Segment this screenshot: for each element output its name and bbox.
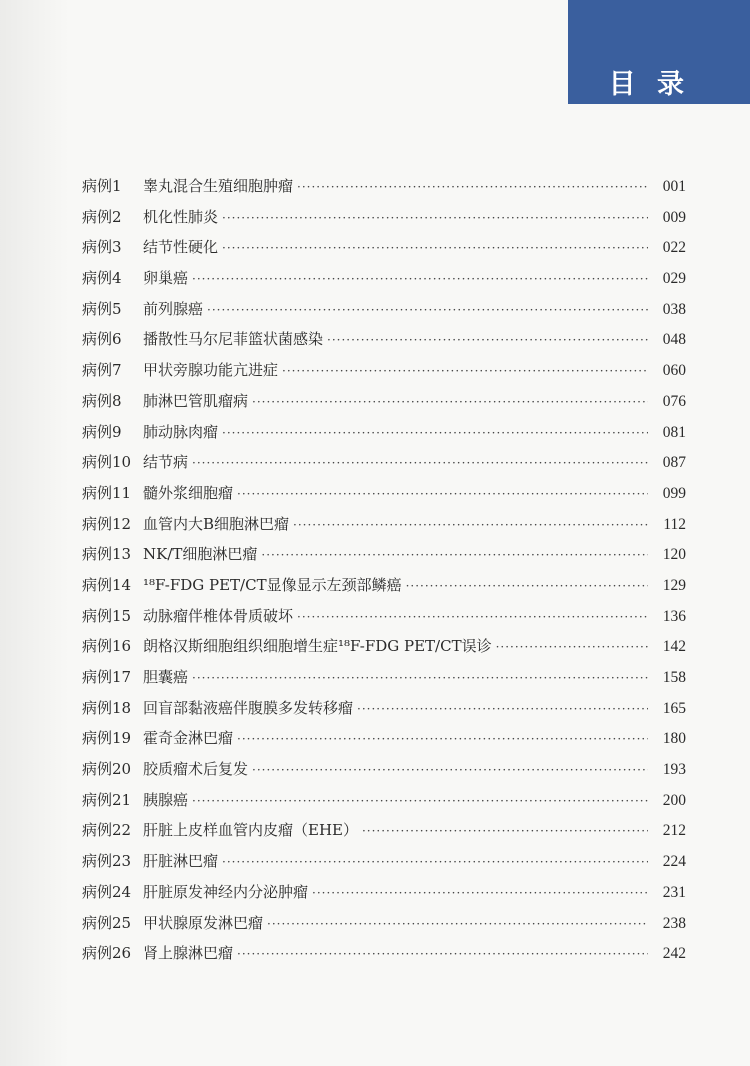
dot-leader	[222, 241, 648, 255]
dot-leader	[222, 426, 648, 440]
case-number: 病例3	[82, 238, 122, 257]
case-title: 胰腺癌	[143, 790, 189, 809]
case-number: 病例14	[82, 575, 132, 594]
case-title: 胆囊癌	[143, 668, 189, 686]
dot-leader	[327, 333, 648, 347]
dot-leader	[297, 610, 648, 624]
page-number: 112	[663, 515, 686, 533]
page-number: 180	[662, 730, 686, 748]
page-number: 165	[662, 699, 686, 717]
case-title: 髓外浆细胞瘤	[143, 483, 234, 502]
toc-entry[interactable]	[82, 328, 686, 359]
page-number: 129	[662, 576, 686, 594]
page-number: 099	[662, 484, 686, 502]
case-title: 肺淋巴管肌瘤病	[143, 391, 249, 410]
case-number: 病例20	[82, 760, 132, 779]
dot-leader	[252, 395, 648, 409]
page-number: 120	[662, 546, 686, 564]
page-number: 087	[662, 454, 686, 472]
dot-leader	[192, 272, 648, 286]
page-number: 001	[662, 178, 686, 195]
case-number: 病例6	[82, 330, 122, 349]
case-title: 肝脏淋巴瘤	[143, 852, 219, 871]
case-title: 回盲部黏液癌伴腹膜多发转移瘤	[143, 698, 354, 717]
toc-entry[interactable]	[82, 635, 686, 666]
dot-leader	[297, 180, 648, 194]
case-title: 卵巢癌	[143, 269, 189, 288]
toc-entry[interactable]	[82, 206, 686, 237]
case-title: 肝脏上皮样血管内皮瘤（EHE）	[143, 821, 358, 840]
case-number: 病例17	[82, 668, 132, 686]
case-number: 病例10	[82, 453, 132, 472]
case-number: 病例25	[82, 913, 132, 932]
page-number: 224	[662, 853, 686, 871]
page-number: 060	[662, 362, 686, 380]
case-number: 病例18	[82, 698, 132, 717]
toc-entry[interactable]	[82, 421, 686, 452]
dot-leader	[406, 579, 648, 593]
dot-leader	[237, 487, 648, 501]
case-title: 血管内大B细胞淋巴瘤	[143, 514, 290, 533]
case-number: 病例7	[82, 361, 122, 380]
toc-entry[interactable]	[82, 451, 686, 482]
case-number: 病例8	[82, 391, 122, 410]
page-number: 009	[662, 208, 686, 226]
case-title: 肝脏原发神经内分泌肿瘤	[143, 882, 309, 901]
dot-leader	[293, 518, 648, 532]
toc-entry[interactable]	[82, 605, 686, 636]
page-title: 目 录	[608, 69, 690, 100]
case-title: 甲状旁腺功能亢进症	[143, 361, 279, 380]
case-title: 结节病	[143, 453, 189, 472]
toc-entry[interactable]	[82, 513, 686, 544]
case-number: 病例9	[82, 422, 122, 441]
case-title: 甲状腺原发淋巴瘤	[143, 913, 264, 932]
page-number: 029	[662, 270, 686, 288]
case-title: 播散性马尔尼菲篮状菌感染	[143, 330, 324, 349]
case-number: 病例1	[82, 177, 122, 195]
dot-leader	[267, 917, 648, 931]
page-number: 200	[662, 791, 686, 809]
case-title: 霍奇金淋巴瘤	[143, 729, 234, 748]
case-title: 肺动脉肉瘤	[143, 422, 219, 441]
dot-leader	[261, 548, 648, 562]
case-number: 病例26	[82, 944, 132, 963]
dot-leader	[357, 702, 648, 716]
toc-entry[interactable]	[82, 666, 686, 697]
case-title: NK/T细胞淋巴瘤	[143, 545, 258, 564]
dot-leader	[192, 794, 648, 808]
page-number: 081	[662, 423, 686, 441]
case-title: 肾上腺淋巴瘤	[143, 944, 234, 963]
toc-entry[interactable]	[82, 298, 686, 329]
case-number: 病例24	[82, 882, 132, 901]
page-number: 136	[662, 607, 686, 625]
case-number: 病例21	[82, 790, 132, 809]
page-number: 076	[662, 392, 686, 410]
toc-entry[interactable]	[82, 482, 686, 513]
dot-leader	[192, 456, 648, 470]
toc-entry[interactable]	[82, 236, 686, 267]
page-number: 238	[662, 914, 686, 932]
table-of-contents	[82, 175, 686, 973]
toc-entry[interactable]	[82, 574, 686, 605]
case-title: 朗格汉斯细胞组织细胞增生症¹⁸F-FDG PET/CT误诊	[143, 637, 492, 656]
header-banner	[568, 0, 750, 104]
case-number: 病例2	[82, 207, 122, 226]
toc-entry[interactable]	[82, 727, 686, 758]
case-title: 结节性硬化	[143, 238, 219, 257]
dot-leader	[312, 886, 648, 900]
page-spine-shadow	[0, 0, 70, 1066]
dot-leader	[192, 671, 648, 685]
page-number: 142	[662, 638, 686, 656]
dot-leader	[222, 855, 648, 869]
page-number: 158	[662, 669, 686, 686]
case-number: 病例15	[82, 606, 132, 625]
case-number: 病例16	[82, 637, 132, 656]
toc-entry[interactable]	[82, 789, 686, 820]
toc-entry[interactable]	[82, 912, 686, 943]
case-title: 睾丸混合生殖细胞肿瘤	[143, 177, 294, 195]
case-title: 胶质瘤术后复发	[143, 760, 249, 779]
case-number: 病例11	[82, 483, 132, 502]
toc-entry[interactable]	[82, 175, 686, 206]
toc-entry[interactable]	[82, 543, 686, 574]
case-number: 病例23	[82, 852, 132, 871]
page-number: 212	[662, 822, 686, 840]
dot-leader	[496, 640, 648, 654]
toc-entry[interactable]	[82, 697, 686, 728]
page-number: 038	[662, 300, 686, 318]
case-number: 病例4	[82, 269, 122, 288]
dot-leader	[362, 824, 648, 838]
case-title: 动脉瘤伴椎体骨质破坏	[143, 606, 294, 625]
dot-leader	[282, 364, 648, 378]
case-title: 前列腺癌	[143, 299, 204, 318]
dot-leader	[237, 732, 648, 746]
toc-entry[interactable]	[82, 359, 686, 390]
case-number: 病例22	[82, 821, 132, 840]
toc-entry[interactable]	[82, 390, 686, 421]
dot-leader	[252, 763, 648, 777]
case-number: 病例13	[82, 545, 132, 564]
case-number: 病例5	[82, 299, 122, 318]
page-number: 022	[662, 239, 686, 257]
toc-entry[interactable]	[82, 819, 686, 850]
toc-entry[interactable]	[82, 881, 686, 912]
page-number: 231	[662, 883, 686, 901]
toc-entry[interactable]	[82, 267, 686, 298]
case-title: ¹⁸F-FDG PET/CT显像显示左颈部鳞癌	[143, 575, 402, 594]
page-number: 193	[662, 761, 686, 779]
page-number: 048	[662, 331, 686, 349]
dot-leader	[222, 211, 648, 225]
dot-leader	[237, 947, 648, 961]
case-number: 病例12	[82, 514, 132, 533]
dot-leader	[207, 303, 648, 317]
case-title: 机化性肺炎	[143, 207, 219, 226]
toc-entry[interactable]	[82, 942, 686, 973]
case-number: 病例19	[82, 729, 132, 748]
toc-entry[interactable]	[82, 758, 686, 789]
toc-entry[interactable]	[82, 850, 686, 881]
page-number: 242	[662, 945, 686, 963]
